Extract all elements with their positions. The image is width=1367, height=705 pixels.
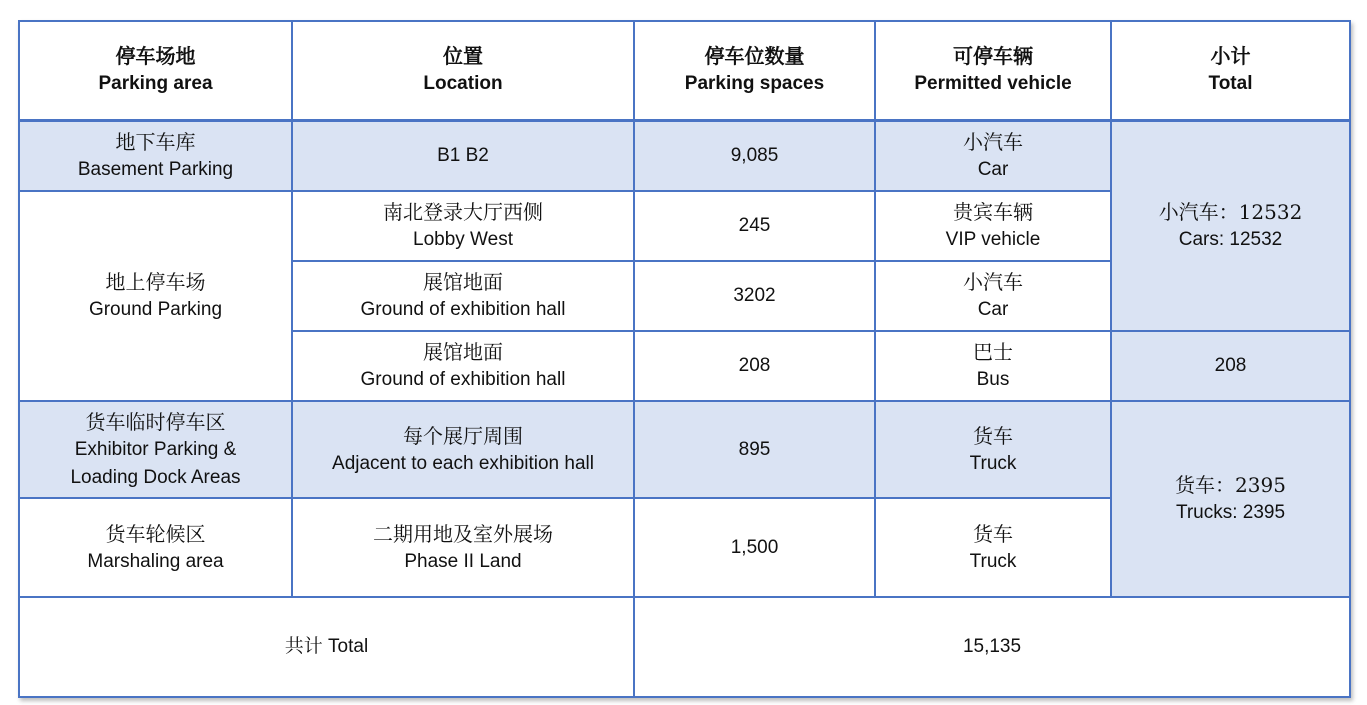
area-zh: 地上停车场 (105, 270, 206, 294)
header-location (292, 21, 634, 120)
header-spaces-zh: 停车位数量 (704, 44, 805, 69)
spaces-cell (634, 120, 875, 191)
location-en: Ground of exhibition hall (360, 369, 566, 390)
area-cell (19, 401, 292, 498)
subtotal-cars-zh: 小汽车：12532 (1158, 199, 1303, 224)
spaces-value: 245 (738, 215, 771, 236)
table-row (19, 401, 1350, 498)
vehicle-cell (875, 120, 1111, 191)
area-en: Marshaling area (87, 550, 224, 572)
area-cell (19, 191, 292, 401)
area-cell (19, 498, 292, 597)
location-cell (292, 191, 634, 261)
area-cell (19, 120, 292, 191)
subtotal-trucks-en: Trucks: 2395 (1175, 502, 1286, 523)
subtotal-cars-en: Cars: 12532 (1178, 228, 1283, 250)
area-en-line1: Exhibitor Parking & (74, 438, 237, 460)
header-total (1111, 21, 1350, 120)
total-value-cell (634, 597, 1350, 697)
parking-table (18, 20, 1351, 698)
vehicle-en: Bus (976, 369, 1010, 390)
spaces-value: 1,500 (730, 536, 779, 558)
header-total-en: Total (1208, 73, 1253, 95)
header-spaces-en: Parking spaces (684, 73, 825, 95)
location-cell (292, 401, 634, 498)
location-zh: 展馆地面 (423, 270, 503, 294)
vehicle-zh: 货车 (973, 521, 1013, 546)
vehicle-zh: 小汽车 (963, 270, 1023, 294)
spaces-cell (634, 498, 875, 597)
vehicle-en: Truck (969, 550, 1017, 572)
vehicle-zh: 贵宾车辆 (953, 200, 1033, 224)
header-vehicle-zh: 可停车辆 (953, 44, 1033, 69)
spaces-cell (634, 191, 875, 261)
spaces-value: 9,085 (730, 144, 779, 166)
location-cell (292, 498, 634, 597)
vehicle-cell (875, 498, 1111, 597)
header-parking-spaces (634, 21, 875, 120)
location-en: Ground of exhibition hall (360, 299, 566, 320)
subtotal-trucks-cell (1111, 401, 1350, 597)
area-en-line2: Loading Dock Areas (70, 466, 241, 488)
header-total-zh: 小计 (1210, 44, 1251, 69)
spaces-value: 895 (738, 438, 771, 460)
vehicle-cell (875, 401, 1111, 498)
vehicle-zh: 巴士 (973, 340, 1013, 364)
spaces-cell (634, 401, 875, 498)
total-label-cell (19, 597, 634, 697)
header-row (19, 21, 1350, 120)
header-permitted-vehicle (875, 21, 1111, 120)
header-location-zh: 位置 (443, 44, 483, 69)
vehicle-zh: 货车 (973, 423, 1013, 448)
spaces-cell (634, 331, 875, 401)
location-zh: 南北登录大厅西侧 (383, 200, 543, 224)
total-row (19, 597, 1350, 697)
location-en: B1 B2 (437, 144, 489, 166)
area-en: Ground Parking (88, 299, 223, 320)
header-area-en: Parking area (98, 73, 213, 95)
table-row (19, 120, 1350, 191)
total-value: 15,135 (962, 636, 1022, 657)
vehicle-en: Car (977, 158, 1009, 180)
parking-table-frame (18, 20, 1351, 698)
location-zh: 展馆地面 (423, 340, 503, 364)
location-en: Phase II Land (404, 550, 522, 572)
spaces-cell (634, 261, 875, 331)
area-zh: 货车临时停车区 (85, 409, 226, 434)
subtotal-bus-cell (1111, 331, 1350, 401)
vehicle-en: Truck (969, 452, 1017, 474)
total-label: 共计 Total (284, 636, 369, 657)
location-cell (292, 120, 634, 191)
vehicle-zh: 小汽车 (963, 129, 1023, 154)
location-cell (292, 261, 634, 331)
vehicle-cell (875, 191, 1111, 261)
spaces-value: 208 (738, 355, 771, 376)
vehicle-en: Car (977, 299, 1009, 320)
subtotal-cars-cell (1111, 120, 1350, 331)
vehicle-en: VIP vehicle (945, 229, 1041, 250)
header-parking-area (19, 21, 292, 120)
location-zh: 二期用地及室外展场 (373, 521, 553, 546)
area-zh: 货车轮候区 (105, 521, 206, 546)
header-location-en: Location (423, 73, 503, 95)
location-zh: 每个展厅周围 (403, 423, 523, 448)
area-en: Basement Parking (77, 158, 234, 180)
spaces-value: 3202 (733, 285, 776, 306)
header-vehicle-en: Permitted vehicle (914, 73, 1072, 95)
subtotal-trucks-zh: 货车：2395 (1175, 473, 1286, 497)
area-zh: 地下车库 (115, 129, 196, 154)
location-cell (292, 331, 634, 401)
vehicle-cell (875, 261, 1111, 331)
header-area-zh: 停车场地 (115, 44, 196, 69)
subtotal-bus-value: 208 (1214, 355, 1247, 376)
location-en: Lobby West (413, 229, 513, 250)
vehicle-cell (875, 331, 1111, 401)
location-en: Adjacent to each exhibition hall (332, 452, 594, 474)
